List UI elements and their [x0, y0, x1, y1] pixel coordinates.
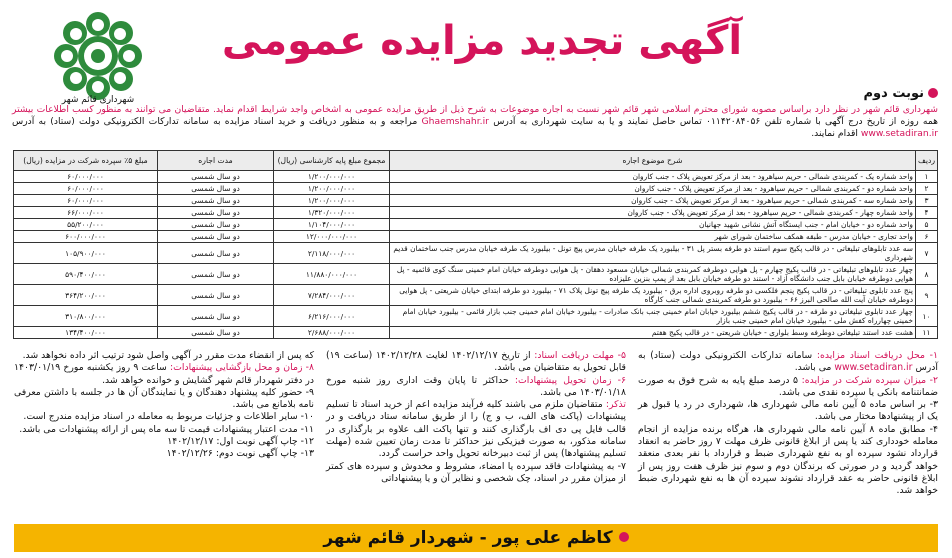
cell-deposit: ۳۱۰/۸۰۰/۰۰۰	[14, 306, 158, 327]
cell-duration: دو سال شمسی	[158, 285, 274, 306]
table-row	[14, 285, 938, 306]
condition-tail: می باشد.	[794, 362, 832, 374]
cell-deposit: ۶۰/۰۰۰/۰۰۰	[14, 171, 158, 183]
condition-item	[638, 350, 938, 375]
intro-line1: شهرداری قائم شهر در نظر دارد براساس مصوبه شورای محترم اسلامی شهر قائم شهر نسبت به اجاره موضوعات به شرح ذیل از طریق مزایده عمومی به اشخاص واجد شرایط اقدام نماید. متقاضیان می توانند به منظور کسب اطلاعات بیشتر	[12, 104, 938, 115]
cell-deposit: ۶۰۰/۰۰۰/۰۰۰	[14, 231, 158, 243]
site-link[interactable]: Ghaemshahr.ir	[421, 116, 489, 127]
condition-item	[14, 350, 314, 362]
condition-text: ۳- بر اساس ماده ۵ آیین نامه مالی شهرداری ها، شهرداری در رد یا قبول هر یک از پیشنهادها مختار می باشد.	[638, 399, 938, 423]
round-text: نوبت دوم	[863, 86, 924, 101]
cell-deposit: ۶۰/۰۰۰/۰۰۰	[14, 183, 158, 195]
condition-label: ۸- زمان و محل بازگشایی پیشنهادات:	[170, 362, 314, 374]
col-header-deposit: مبلغ ۵٪ سپرده شرکت در مزایده (ریال)	[14, 151, 158, 171]
cell-description: چهار عدد تابلوی تبلیغاتی دو طرفه - در قالب پکیج ششم بیلبورد خیابان امام خمینی جنب بانک صادرات - بیلبورد خیابان امام خمینی جنب بازار قائمی - بیلبورد خیابان امام خمینی چهارراه کفش ملی - بیلبورد خیابان امام خمینی جنب بازار	[390, 306, 916, 327]
condition-item	[14, 362, 314, 387]
cell-duration: دو سال شمسی	[158, 219, 274, 231]
cell-deposit: ۵۹۰/۴۰۰/۰۰۰	[14, 264, 158, 285]
col-header-duration: مدت اجاره	[158, 151, 274, 171]
condition-text: حداکثر تا پایان وقت اداری روز شنبه مورخ ۱۴۰۳/۰۱/۱۸ می باشد.	[326, 374, 626, 398]
condition-text: ۱۰- سایر اطلاعات و جزئیات مربوط به معامله در اسناد مزایده مندرج است.	[23, 411, 314, 423]
condition-label: ۶- زمان تحویل پیشنهادات:	[514, 374, 626, 386]
cell-duration: دو سال شمسی	[158, 327, 274, 339]
bullet-icon	[928, 88, 938, 98]
condition-label: ۵- مهلت دریافت اسناد:	[534, 350, 627, 361]
signature-bar	[14, 524, 938, 552]
cell-base-price: ۱۱/۸۸۰/۰۰۰/۰۰۰	[274, 264, 390, 285]
condition-item	[326, 375, 626, 400]
cell-row-no: ۹	[916, 285, 938, 306]
condition-text: سامانه تدارکات الکترونیکی دولت (ستاد) به آدرس	[638, 350, 938, 374]
cell-duration: دو سال شمسی	[158, 195, 274, 207]
col-header-row-no: ردیف	[916, 151, 938, 171]
condition-label: ۱- محل دریافت اسناد مزایده:	[816, 350, 938, 361]
table-row	[14, 306, 938, 327]
condition-item	[326, 350, 626, 375]
cell-description: هشت عدد استند تبلیغاتی دوطرفه وسط بلواری - خیابان شریعتی - در قالب پکیج هفتم	[390, 327, 916, 339]
cell-description: پنج عدد تابلوی تبلیغاتی - در قالب پکیج پنجم فلکسی دو طرفه روبروی اداره برق - بیلبورد یک طرفه پیچ تونل پلاک ۷۱ - بیلبورد دو طرفه ابتدای خیابان شریعتی - پل هوایی دوطرفه خیابان آیت الله صالحی البرز ۶۶ - بیلبورد دو طرفه کمربندی شمالی جنب کارگاه	[390, 285, 916, 306]
cell-base-price: ۲/۱۱۸/۰۰۰/۰۰۰	[274, 243, 390, 264]
condition-item	[14, 424, 314, 436]
cell-deposit: ۱۰۵/۹۰۰/۰۰۰	[14, 243, 158, 264]
cell-row-no: ۱	[916, 171, 938, 183]
cell-deposit: ۱۳۴/۴۰۰/۰۰۰	[14, 327, 158, 339]
condition-text: که پس از انقضاء مدت مقرر در آگهی واصل شود ترتیب اثر داده نخواهد شد.	[22, 350, 314, 361]
cell-description: واحد تجاری - خیابان مدرس - طبقه همکف ساختمان شورای شهر	[390, 231, 916, 243]
cell-row-no: ۶	[916, 231, 938, 243]
condition-text: ساعت ۹ روز یکشنبه مورخ ۱۴۰۳/۰۱/۱۹ در دفتر شهردار قائم شهر گشایش و خوانده خواهد شد.	[14, 362, 314, 386]
table-row	[14, 207, 938, 219]
table-row	[14, 231, 938, 243]
condition-text: متقاضیان ملزم می باشند کلیه فرآیند مزایده اعم از خرید اسناد تا تسلیم پیشنهادات (پاکت های الف، ب و ج) را از طریق سامانه ستاد دریافت و در قالب فایل پی دی اف بارگذاری کنند و تنها پاکت الف علاوه بر بارگذاری در سامانه مذکور، به صورت فیزیکی نیز حداکثر تا مدت زمان تعیین شده (مهلت تسلیم پیشنهادها) پس از ثبت دبیرخانه تحویل واحد حراست گردد.	[326, 399, 626, 460]
cell-deposit: ۶۶/۰۰۰/۰۰۰	[14, 207, 158, 219]
cell-base-price: ۱/۲۰۰/۰۰۰/۰۰۰	[274, 195, 390, 207]
cell-duration: دو سال شمسی	[158, 306, 274, 327]
conditions-section	[14, 350, 938, 520]
cell-row-no: ۸	[916, 264, 938, 285]
table-row	[14, 243, 938, 264]
cell-description: واحد شماره چهار - کمربندی شمالی - حریم سیاهرود - بعد از مرکز تعویض پلاک - جنب کاروان	[390, 207, 916, 219]
cell-deposit: ۶۰/۰۰۰/۰۰۰	[14, 195, 158, 207]
table-row	[14, 183, 938, 195]
cell-base-price: ۲/۶۸۸/۰۰۰/۰۰۰	[274, 327, 390, 339]
intro-line2b: مراجعه و به منظور دریافت و خرید اسناد مزایده به سامانه تدارکات الکترونیکی دولت (ستاد) به آدرس	[12, 116, 418, 127]
cell-base-price: ۱۲/۰۰۰/۰۰۰/۰۰۰	[274, 231, 390, 243]
cell-base-price: ۷/۲۸۴/۰۰۰/۰۰۰	[274, 285, 390, 306]
condition-item	[638, 424, 938, 498]
table-body	[14, 171, 938, 339]
condition-label: تذکر:	[605, 399, 626, 411]
auction-table	[13, 150, 938, 339]
cell-deposit: ۳۶۴/۲۰۰/۰۰۰	[14, 285, 158, 306]
page-title: آگهی تجدید مزایده عمومی	[221, 18, 743, 64]
cell-base-price: ۱/۱۰۴/۰۰۰/۰۰۰	[274, 219, 390, 231]
cell-description: واحد شماره دو - خیابان امام - جنب ایستگاه آتش نشانی شهید جهانیان	[390, 219, 916, 231]
condition-text: ۱۱- مدت اعتبار پیشنهادات قیمت تا سه ماه پس از ارائه پیشنهادات می باشد.	[19, 423, 314, 435]
condition-item	[14, 448, 314, 460]
table-row	[14, 219, 938, 231]
cell-row-no: ۵	[916, 219, 938, 231]
cell-base-price: ۱/۲۰۰/۰۰۰/۰۰۰	[274, 183, 390, 195]
condition-text: ۵ درصد مبلغ پایه به شرح فوق به صورت ضمانتنامه بانکی یا سپرده نقدی می باشد.	[638, 374, 938, 398]
cell-duration: دو سال شمسی	[158, 264, 274, 285]
cell-description: سه عدد تابلوهای تبلیغاتی - در قالب پکیج سوم استند دو طرفه بستر پل ۳۱ - بیلبورد یک طرفه خیابان مدرس پیچ تونل - بیلبورد یک طرفه خیابان مدرس جنب ساختمان قدیم شهرداری	[390, 243, 916, 264]
table-header-row	[14, 151, 938, 171]
cell-deposit: ۵۵/۲۰۰/۰۰۰	[14, 219, 158, 231]
cell-row-no: ۱۱	[916, 327, 938, 339]
cell-description: چهار عدد تابلوهای تبلیغاتی - در قالب پکیج چهارم - پل هوایی دوطرفه کمربندی شمالی خیابان مسعود دهقان - پل هوایی دوطرفه خیابان امام خمینی سنگ کوی قائمیه - پل هوایی دوطرفه خیابان بابل جنب دانشگاه آزاد - استند دو طرفه خیابان بابل بعد از پمپ بنزین علیزاده	[390, 264, 916, 285]
cell-base-price: ۱/۳۲۰/۰۰۰/۰۰۰	[274, 207, 390, 219]
logo-caption: شهرداری قائم شهر	[61, 95, 135, 105]
cell-description: واحد شماره یک - کمربندی شمالی - حریم سیاهرود - بعد از مرکز تعویض پلاک - جنب کاروان	[390, 171, 916, 183]
col-header-base-price: مجموع مبلغ پایه کارشناسی (ریال)	[274, 151, 390, 171]
setad-link[interactable]: www.setadiran.ir	[860, 128, 938, 139]
conditions-column-3	[14, 350, 314, 461]
cell-description: واحد شماره سه - کمربندی شمالی - حریم سیاهرود - بعد از مرکز تعویض پلاک - جنب کاروان	[390, 195, 916, 207]
intro-line2a: همه روزه از تاریخ درج آگهی با شماره تلفن ۰۱۱۴۲۰۸۴۰۵۶ تماس حاصل نمایند و یا به سایت شهرداری به آدرس	[493, 116, 939, 127]
condition-item	[14, 387, 314, 412]
condition-text: ۷- به پیشنهادات فاقد سپرده یا امضاء، مشروط و مخدوش و سپرده های کمتر از میزان مقرر در اسناد، چک شخصی و نظایر آن و یا پیشنهاداتی	[326, 460, 626, 484]
cell-duration: دو سال شمسی	[158, 183, 274, 195]
table-row	[14, 264, 938, 285]
cell-description: واحد شماره دو - کمربندی شمالی - حریم سیاهرود - بعد از مرکز تعویض پلاک - جنب کاروان	[390, 183, 916, 195]
cell-row-no: ۷	[916, 243, 938, 264]
round-label	[864, 86, 938, 101]
condition-item	[14, 436, 314, 448]
condition-item	[326, 461, 626, 486]
municipality-logo	[48, 6, 148, 106]
cell-duration: دو سال شمسی	[158, 207, 274, 219]
condition-text: ۱۳- چاپ آگهی نوبت دوم: ۱۴۰۲/۱۲/۲۶	[166, 448, 314, 460]
cell-base-price: ۶/۲۱۶/۰۰۰/۰۰۰	[274, 306, 390, 327]
table-row	[14, 327, 938, 339]
table-row	[14, 171, 938, 183]
cell-row-no: ۳	[916, 195, 938, 207]
condition-text: از تاریخ ۱۴۰۲/۱۲/۱۷ لغایت ۱۴۰۲/۱۲/۲۸ (ساعت ۱۹) قابل تحویل به متقاضیان می باشد.	[326, 350, 626, 374]
col-header-description: شرح موضوع اجاره	[390, 151, 916, 171]
cell-base-price: ۱/۲۰۰/۰۰۰/۰۰۰	[274, 171, 390, 183]
setad-link[interactable]: www.setadiran.ir	[834, 362, 913, 374]
auction-table-wrap	[14, 150, 938, 346]
condition-text: ۱۲- چاپ آگهی نوبت اول: ۱۴۰۲/۱۲/۱۷	[167, 436, 314, 448]
signature-text: کاظم علی پور - شهردار قائم شهر	[323, 528, 613, 548]
intro-line2c: اقدام نمایند.	[811, 128, 858, 139]
cell-duration: دو سال شمسی	[158, 243, 274, 264]
condition-item	[326, 399, 626, 460]
table-row	[14, 195, 938, 207]
condition-text: ۴- مطابق ماده ۸ آیین نامه مالی شهرداری ها، هرگاه برنده مزایده از انجام معامله خودداری کند یا پس از ابلاغ قانونی ظرف مهلت ۷ روز حاضر به انعقاد قرارداد نشود سپرده او به نفع شهرداری ضبط و قرارداد با نفر بعدی منعقد خواهد گردید و در صورتی که برندگان دوم و سوم نیز ظرف هفت روز پس از ابلاغ قانونی حاضر به عقد قرارداد نشوند سپرده آن ها به نفع شهرداری ضبط خواهد شد.	[638, 423, 939, 497]
bullet-icon	[619, 532, 629, 542]
conditions-column-2	[326, 350, 626, 485]
condition-text: ۹- حضور کلیه پیشنهاد دهندگان و یا نمایندگان آن ها در جلسه با داشتن معرفی نامه بلامانع می باشد.	[14, 386, 314, 411]
condition-item	[14, 411, 314, 423]
intro-text	[12, 104, 938, 140]
cell-duration: دو سال شمسی	[158, 231, 274, 243]
condition-item	[638, 375, 938, 400]
cell-row-no: ۴	[916, 207, 938, 219]
cell-row-no: ۲	[916, 183, 938, 195]
condition-label: ۲- میزان سپرده شرکت در مزایده:	[801, 374, 938, 386]
cell-row-no: ۱۰	[916, 306, 938, 327]
condition-item	[638, 399, 938, 424]
conditions-column-1	[638, 350, 938, 498]
cell-duration: دو سال شمسی	[158, 171, 274, 183]
